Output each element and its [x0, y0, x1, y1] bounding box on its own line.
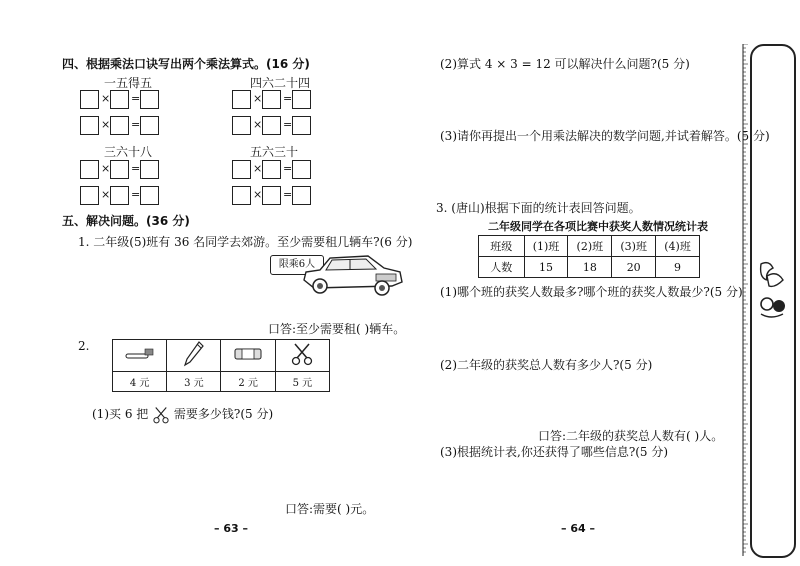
answer-box[interactable] [140, 90, 159, 109]
table-header: (4)班 [656, 236, 700, 257]
answer-box[interactable] [80, 90, 99, 109]
equals-sign: = [131, 92, 141, 105]
equals-sign: = [131, 162, 141, 175]
price-cell: 3 元 [167, 372, 221, 392]
answer-box[interactable] [80, 160, 99, 179]
equals-sign: = [283, 118, 293, 131]
answer-box[interactable] [292, 116, 311, 135]
answer-box[interactable] [232, 186, 251, 205]
table-cell: 18 [568, 257, 612, 278]
question-3-intro: 3. (唐山)根据下面的统计表回答问题。 [436, 201, 641, 215]
table-cell: 9 [656, 257, 700, 278]
table-header: 班级 [479, 236, 525, 257]
answer-box[interactable] [232, 160, 251, 179]
table-row-label: 人数 [479, 257, 525, 278]
answer-box[interactable] [110, 160, 129, 179]
item-cell [167, 340, 221, 372]
q3-sub2: (2)二年级的获奖总人数有多少人?(5 分) [440, 358, 653, 372]
q2-sub1-suffix: 需要多少钱?(5 分) [173, 407, 274, 421]
scissors-icon [291, 342, 313, 366]
q2-sub1 [92, 405, 273, 424]
q3-sub1: (1)哪个班的获奖人数最多?哪个班的获奖人数最少?(5 分) [440, 285, 743, 299]
times-sign: × [101, 92, 111, 105]
item-cell [113, 340, 167, 372]
answer-box[interactable] [110, 90, 129, 109]
q2-sub1-prefix: (1)买 6 把 [92, 407, 149, 421]
answer-box[interactable] [80, 116, 99, 135]
item-cell [221, 340, 275, 372]
binding-ruler [742, 44, 748, 556]
answer-box[interactable] [232, 90, 251, 109]
question-2-number: 2. [78, 339, 90, 353]
scissors-icon [152, 406, 170, 424]
times-sign: × [253, 162, 263, 175]
logo-icon [755, 258, 789, 328]
answer-box[interactable] [292, 160, 311, 179]
price-cell: 4 元 [113, 372, 167, 392]
answer-box[interactable] [262, 90, 281, 109]
page-number-right: – 64 – [561, 522, 595, 535]
times-sign: × [253, 92, 263, 105]
answer-box[interactable] [262, 186, 281, 205]
rhyme-label: 四六二十四 [250, 76, 311, 90]
equals-sign: = [131, 188, 141, 201]
answer-box[interactable] [110, 116, 129, 135]
eraser-icon [233, 346, 263, 362]
times-sign: × [101, 118, 111, 131]
section5-title: 五、解决问题。(36 分) [62, 214, 190, 228]
answer-box[interactable] [140, 160, 159, 179]
table-header: (1)班 [524, 236, 568, 257]
price-cell: 2 元 [221, 372, 275, 392]
price-table [112, 339, 330, 392]
q1-answer: 口答:至少需要租( )辆车。 [268, 322, 406, 336]
q2-sub3: (3)请你再提出一个用乘法解决的数学问题,并试着解答。(5 分) [440, 129, 770, 143]
q3-sub2-answer: 口答:二年级的获奖总人数有( )人。 [538, 429, 724, 443]
answer-box[interactable] [80, 186, 99, 205]
car-capacity-sign: 限乘6人 [270, 255, 324, 275]
table-cell: 20 [612, 257, 656, 278]
toothbrush-icon [125, 347, 155, 361]
q2-sub2: (2)算式 4 × 3 = 12 可以解决什么问题?(5 分) [440, 57, 690, 71]
rhyme-label: 一五得五 [104, 76, 153, 90]
table-cell: 15 [524, 257, 568, 278]
question-1: 1. 二年级(5)班有 36 名同学去郊游。至少需要租几辆车?(6 分) [78, 235, 413, 249]
section4-title: 四、根据乘法口诀写出两个乘法算式。(16 分) [62, 57, 310, 71]
equals-sign: = [283, 162, 293, 175]
equals-sign: = [283, 188, 293, 201]
item-cell [275, 340, 329, 372]
answer-box[interactable] [140, 116, 159, 135]
stat-table-title: 二年级同学在各项比赛中获奖人数情况统计表 [488, 220, 708, 233]
times-sign: × [101, 188, 111, 201]
times-sign: × [253, 118, 263, 131]
answer-box[interactable] [292, 90, 311, 109]
answer-box[interactable] [292, 186, 311, 205]
q2-answer: 口答:需要( )元。 [285, 502, 375, 516]
times-sign: × [253, 188, 263, 201]
answer-box[interactable] [262, 160, 281, 179]
rhyme-label: 五六三十 [250, 145, 299, 159]
times-sign: × [101, 162, 111, 175]
table-header: (3)班 [612, 236, 656, 257]
price-cell: 5 元 [275, 372, 329, 392]
rhyme-label: 三六十八 [104, 145, 153, 159]
answer-box[interactable] [232, 116, 251, 135]
pencil-icon [183, 340, 205, 368]
car-icon [296, 250, 408, 298]
table-header: (2)班 [568, 236, 612, 257]
stat-table [478, 235, 700, 278]
answer-box[interactable] [262, 116, 281, 135]
answer-box[interactable] [110, 186, 129, 205]
page-number-left: – 63 – [214, 522, 248, 535]
answer-box[interactable] [140, 186, 159, 205]
equals-sign: = [131, 118, 141, 131]
q3-sub3: (3)根据统计表,你还获得了哪些信息?(5 分) [440, 445, 669, 459]
equals-sign: = [283, 92, 293, 105]
